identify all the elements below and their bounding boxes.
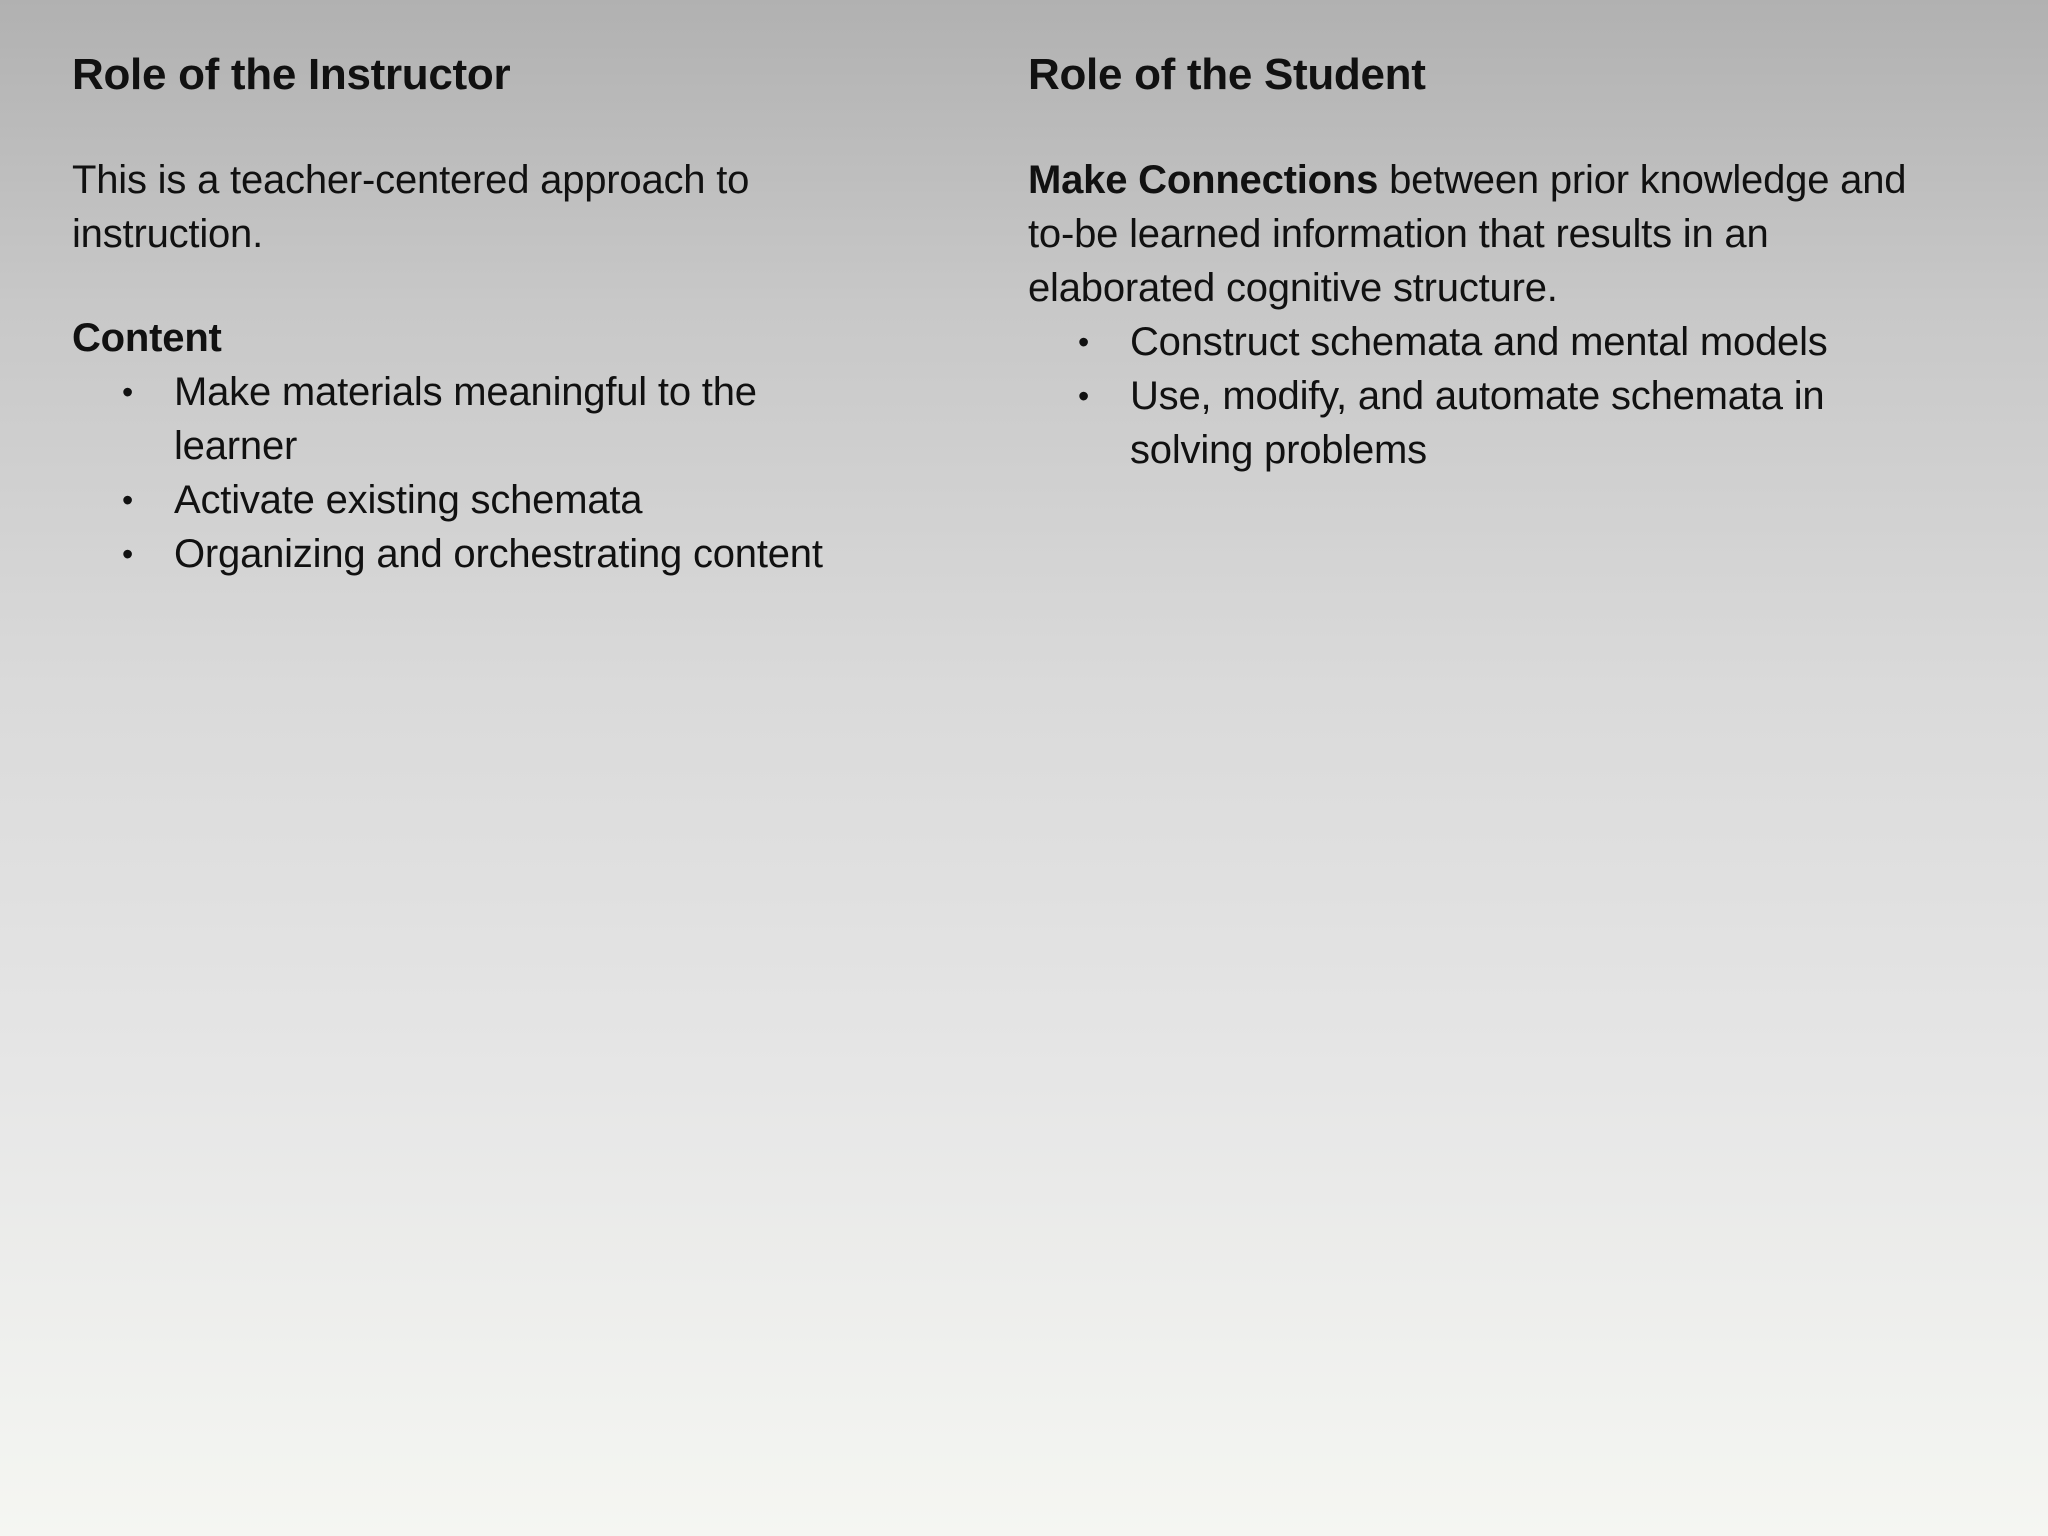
bullet-icon: • [1078, 324, 1090, 360]
list-item [72, 473, 872, 527]
list-item [1028, 315, 1908, 369]
instructor-column [72, 48, 932, 581]
instructor-bullet-list [72, 365, 872, 581]
list-item [72, 527, 872, 581]
student-heading: Role of the Student [1028, 50, 1426, 99]
list-item-text: Use, modify, and automate schemata in solving problems [1130, 374, 1825, 472]
list-item-text: Organizing and orchestrating content [174, 532, 823, 576]
bullet-icon: • [1078, 378, 1090, 414]
content-subheading: Content [72, 316, 222, 360]
bullet-icon: • [122, 536, 134, 572]
bullet-icon: • [122, 374, 134, 410]
list-item-text: Construct schemata and mental models [1130, 320, 1828, 364]
instructor-heading: Role of the Instructor [72, 50, 511, 99]
student-column [1028, 48, 1907, 477]
student-bullet-list [1028, 315, 1908, 477]
student-intro [1028, 153, 1908, 315]
make-connections-label: Make Connections [1028, 158, 1379, 202]
list-item [72, 365, 872, 473]
list-item [1028, 369, 1908, 477]
bullet-icon: • [122, 482, 134, 518]
list-item-text: Make materials meaningful to the learner [174, 370, 757, 468]
list-item-text: Activate existing schemata [174, 478, 643, 522]
student-intro-text: between prior knowledge and to-be learned information that results in an elaborated cognitive structure. [1028, 158, 1907, 310]
instructor-intro: This is a teacher-centered approach to instruction. [72, 158, 750, 256]
